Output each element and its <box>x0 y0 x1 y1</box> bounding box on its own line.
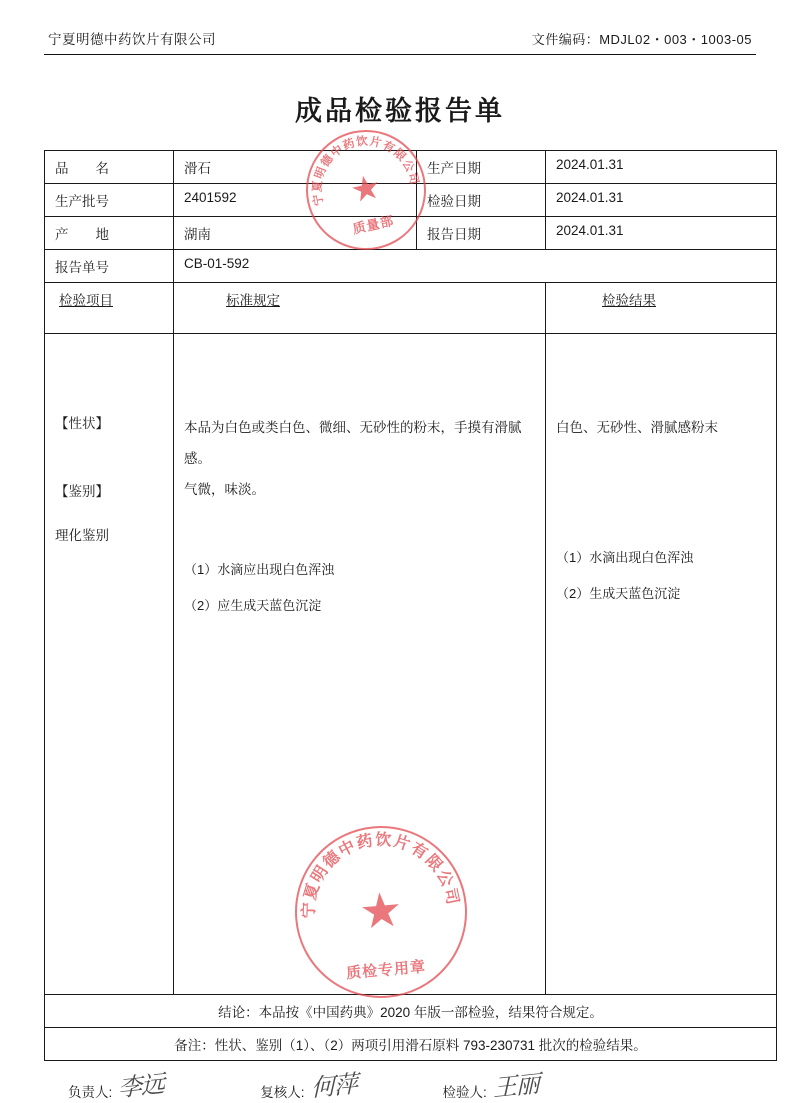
standard-spec-cell <box>174 334 546 995</box>
inspection-items-cell <box>45 334 174 995</box>
section-character-label: 【性状】 <box>55 416 109 431</box>
company-name: 宁夏明德中药饮片有限公司 <box>48 32 216 47</box>
standard-character-line1: 本品为白色或类白色、微细、无砂性的粉末，手摸有滑腻感。 <box>184 420 522 467</box>
responsible-person-label: 负责人: <box>68 1085 113 1100</box>
report-no-value: CB-01-592 <box>174 250 777 283</box>
result-character: 白色、无砂性、滑腻感粉末 <box>556 420 718 435</box>
inspector-signature: 王丽 <box>492 1071 539 1103</box>
inspect-date-label: 检验日期 <box>417 184 546 217</box>
responsible-person <box>68 1071 165 1103</box>
stamp-bottom-label-small: 质量部 <box>351 213 396 237</box>
result-identification-2: （2）生成天蓝色沉淀 <box>556 585 681 601</box>
table-row <box>45 151 777 184</box>
inspection-body-row <box>45 334 777 995</box>
standard-character-line2: 气微，味淡。 <box>184 482 265 498</box>
report-date-label: 报告日期 <box>417 217 546 250</box>
column-header-standard-label: 标准规定 <box>226 293 280 308</box>
stamp-ring-label-large: 宁夏明德中药饮片有限公司 <box>300 831 462 919</box>
conclusion-row <box>45 995 777 1028</box>
inspection-result-cell <box>546 334 777 995</box>
report-table <box>44 150 777 1061</box>
stamp-bottom-label-large: 质检专用章 <box>345 958 427 983</box>
signature-row <box>44 1071 756 1103</box>
table-row <box>45 217 777 250</box>
product-name-label: 品 名 <box>45 151 174 184</box>
reviewer-signature: 何萍 <box>310 1071 357 1103</box>
inspector <box>442 1071 539 1103</box>
star-icon: ★ <box>347 168 385 211</box>
stamp-ring-label-small: 宁夏明德中药饮片有限公司 <box>311 135 421 207</box>
report-no-label: 报告单号 <box>45 250 174 283</box>
reviewer <box>260 1071 357 1103</box>
column-header-result <box>546 283 777 334</box>
remark-text: 备注：性状、鉴别（1）、（2）两项引用滑石原料 793-230731 批次的检验结果。 <box>45 1028 777 1061</box>
inspect-date-value: 2024.01.31 <box>546 184 777 217</box>
standard-identification-1: （1）水滴应出现白色浑浊 <box>184 562 335 578</box>
production-date-label: 生产日期 <box>417 151 546 184</box>
table-row <box>45 184 777 217</box>
section-identification-label: 【鉴别】 <box>55 484 109 499</box>
document-code: 文件编码：MDJL02・003・1003-05 <box>531 32 752 47</box>
star-icon: ★ <box>357 883 405 940</box>
column-header-result-label: 检验结果 <box>602 293 656 308</box>
origin-label: 产 地 <box>45 217 174 250</box>
sub-item-physicochemical-label: 理化鉴别 <box>55 528 109 543</box>
page-title: 成品检验报告单 <box>295 96 505 126</box>
standard-identification-2: （2）应生成天蓝色沉淀 <box>184 598 322 614</box>
production-date-value: 2024.01.31 <box>546 151 777 184</box>
batch-label: 生产批号 <box>45 184 174 217</box>
column-header-item-label: 检验项目 <box>59 293 113 308</box>
inspector-label: 检验人: <box>442 1085 487 1100</box>
document-header <box>44 28 756 55</box>
column-header-standard <box>174 283 546 334</box>
remark-row <box>45 1028 777 1061</box>
table-row <box>45 250 777 283</box>
origin-value: 湖南 <box>174 217 417 250</box>
responsible-person-signature: 李远 <box>118 1071 165 1103</box>
column-header-item <box>45 283 174 334</box>
conclusion-text: 结论：本品按《中国药典》2020 年版一部检验，结果符合规定。 <box>45 995 777 1028</box>
product-name-value: 滑石 <box>174 151 417 184</box>
result-identification-1: （1）水滴出现白色浑浊 <box>556 550 694 566</box>
reviewer-label: 复核人: <box>260 1085 305 1100</box>
column-header-row <box>45 283 777 334</box>
batch-value: 2401592 <box>174 184 417 217</box>
report-date-value: 2024.01.31 <box>546 217 777 250</box>
